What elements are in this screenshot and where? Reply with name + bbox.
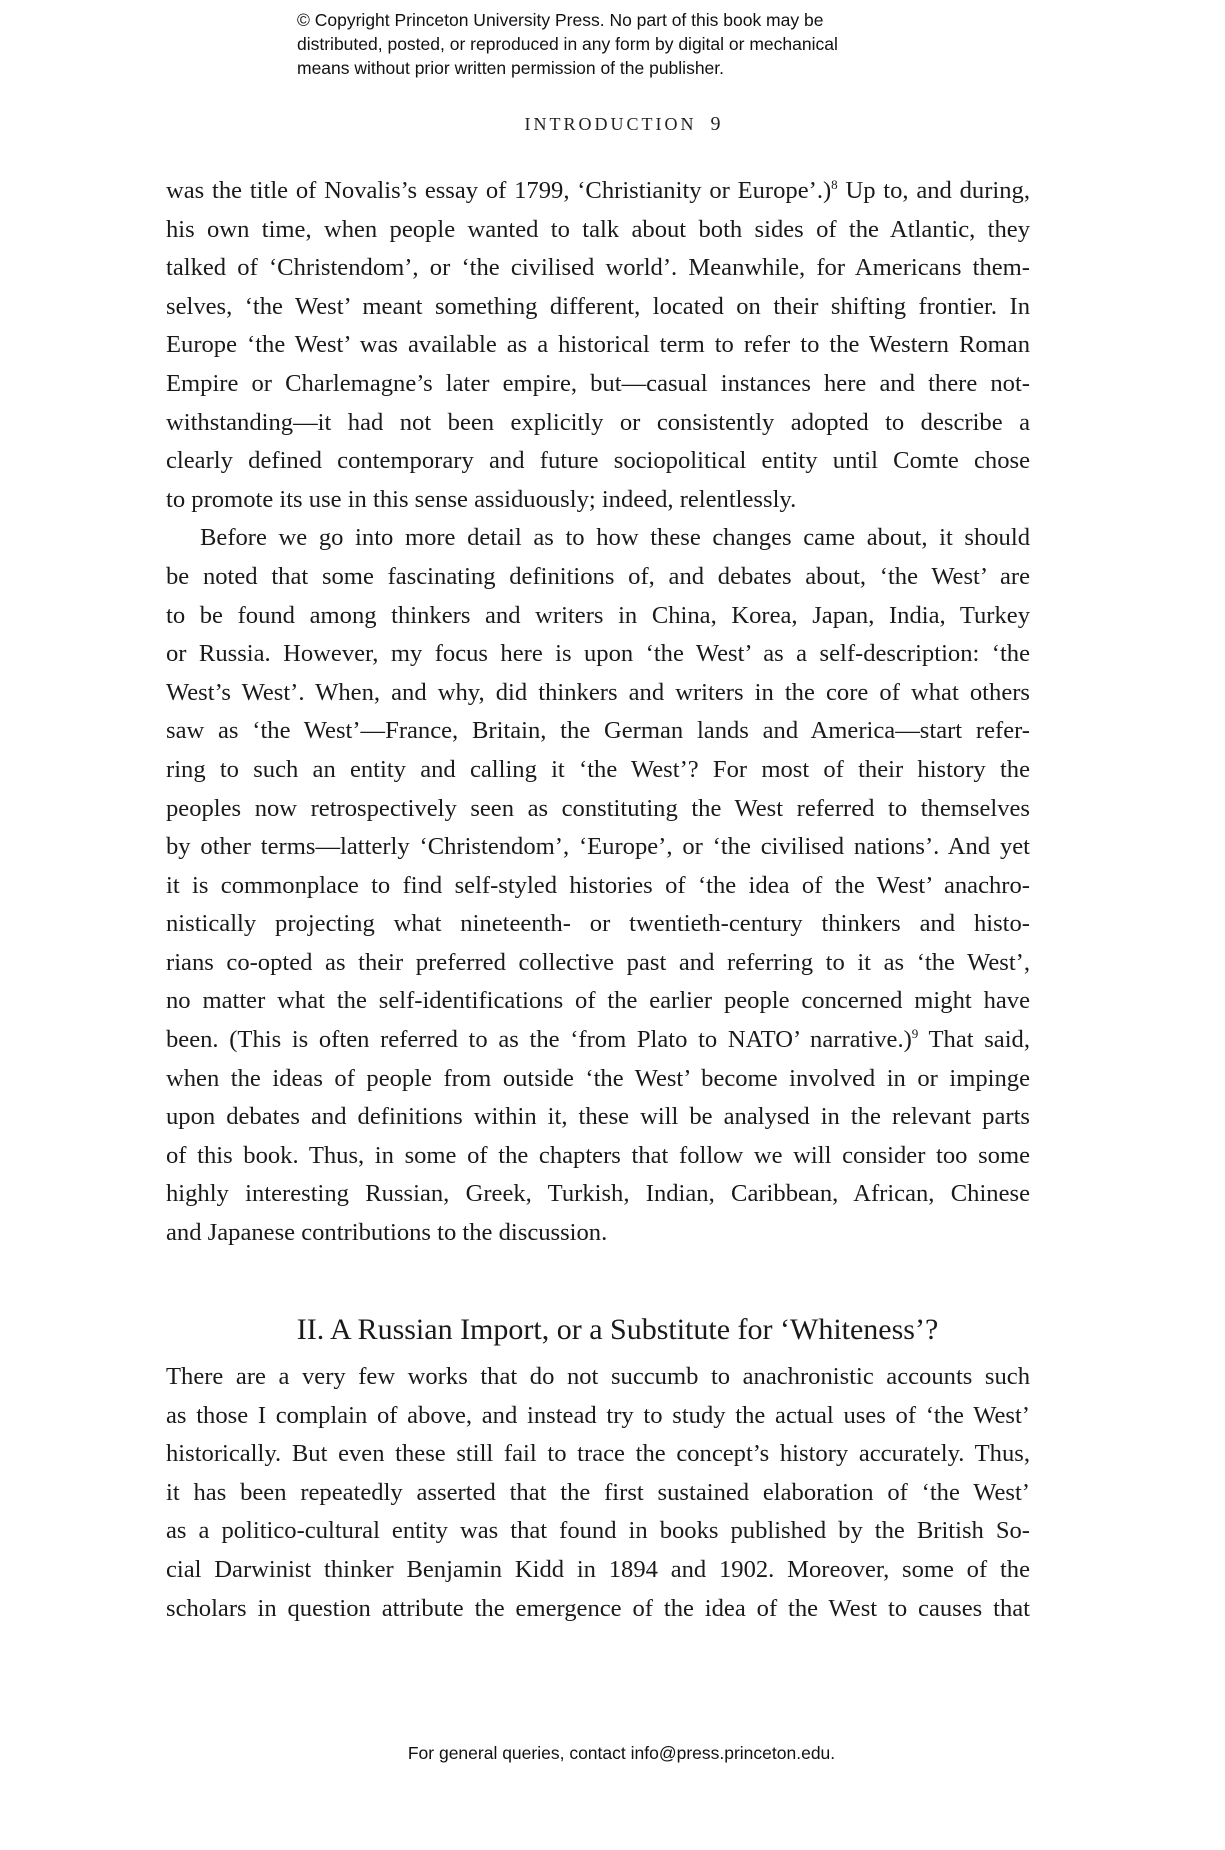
running-head-title: INTRODUCTION	[524, 114, 697, 134]
text-line: his own time, when people wanted to talk about both sides of the Atlantic, they	[166, 215, 1030, 243]
copyright-line: distributed, posted, or reproduced in any form by digital or mechanical	[297, 34, 838, 54]
text-line: highly interesting Russian, Greek, Turkish, Indian, Caribbean, African, Chinese	[166, 1180, 1030, 1208]
text-line: of this book. Thus, in some of the chapters that follow we will consider too some	[166, 1141, 1030, 1169]
footnote-ref[interactable]: 8	[831, 176, 838, 192]
text-line: was the title of Novalis’s essay of 1799, ‘Christianity or Europe’.)$^8$ Up to, and during,	[166, 176, 1030, 204]
text-line: Before we go into more detail as to how these changes came about, it should	[200, 524, 1030, 552]
text-line: There are a very few works that do not succumb to anachronistic accounts such	[166, 1363, 1030, 1390]
text-line: saw as ‘the West’—France, Britain, the German lands and America—start refer-	[166, 717, 1030, 745]
text-line: it is commonplace to find self-styled histories of ‘the idea of the West’ anachro-	[166, 871, 1030, 899]
copyright-line: © Copyright Princeton University Press. No part of this book may be	[297, 10, 824, 30]
text-line: ring to such an entity and calling it ‘the West’? For most of their history the	[166, 755, 1030, 783]
footnote-ref[interactable]: 9	[911, 1025, 919, 1041]
text-line: been. (This is often referred to as the ‘from Plato to NATO’ narrative.)$^9$ That said,	[166, 1025, 1031, 1054]
footer-contact: For general queries, contact info@press.princeton.edu.	[407, 1743, 836, 1763]
text-line: Empire or Charlemagne’s later empire, but—casual instances here and there not-	[166, 369, 1030, 397]
text-line: nistically projecting what nineteenth- or twentieth-century thinkers and histo-	[166, 910, 1030, 938]
text-line: or Russia. However, my focus here is upon ‘the West’ as a self-description: ‘the	[166, 640, 1030, 668]
running-head	[0, 113, 1225, 136]
text-line: clearly defined contemporary and future sociopolitical entity until Comte chose	[166, 447, 1030, 475]
section-heading: II. A Russian Import, or a Substitute for ‘Whiteness’?	[296, 1313, 939, 1346]
text-line: peoples now retrospectively seen as constituting the West referred to themselves	[166, 794, 1030, 822]
text-line: to promote its use in this sense assiduously; indeed, relentlessly.	[166, 485, 797, 513]
text-line: talked of ‘Christendom’, or ‘the civilised world’. Meanwhile, for Americans them-	[166, 254, 1030, 282]
text-line: no matter what the self-identifications of the earlier people concerned might have	[166, 987, 1030, 1015]
copyright-line: means without prior written permission of the publisher.	[297, 58, 725, 78]
text-line: by other terms—latterly ‘Christendom’, ‘Europe’, or ‘the civilised nations’. And yet	[166, 833, 1030, 861]
text-line: West’s West’. When, and why, did thinkers and writers in the core of what others	[166, 678, 1030, 706]
text-line: historically. But even these still fail to trace the concept’s history accurately. Thus,	[166, 1440, 1030, 1468]
text-line: and Japanese contributions to the discussion.	[166, 1219, 608, 1247]
text-line: scholars in question attribute the emergence of the idea of the West to causes that	[166, 1594, 1030, 1622]
text-line: rians co-opted as their preferred collective past and referring to it as ‘the West’,	[166, 948, 1030, 976]
copyright-notice	[297, 8, 937, 80]
text-line: as those I complain of above, and instead try to study the actual uses of ‘the West’	[166, 1401, 1030, 1429]
text-line: as a politico-cultural entity was that found in books published by the British So-	[166, 1517, 1030, 1545]
text-line: Europe ‘the West’ was available as a historical term to refer to the Western Roman	[166, 331, 1030, 359]
page-number: 9	[710, 113, 721, 135]
text-line: it has been repeatedly asserted that the first sustained elaboration of ‘the West’	[166, 1478, 1030, 1506]
text-line: selves, ‘the West’ meant something different, located on their shifting frontier. In	[166, 292, 1030, 320]
text-line: withstanding—it had not been explicitly or consistently adopted to describe a	[166, 408, 1030, 436]
body-text-upper	[166, 172, 1030, 1253]
text-line: when the ideas of people from outside ‘the West’ become involved in or impinge	[166, 1064, 1030, 1092]
body-text-lower	[166, 1358, 1030, 1628]
text-line: cial Darwinist thinker Benjamin Kidd in 1894 and 1902. Moreover, some of the	[166, 1555, 1030, 1583]
text-line: be noted that some fascinating definitions of, and debates about, ‘the West’ are	[166, 562, 1030, 590]
text-line: to be found among thinkers and writers in China, Korea, Japan, India, Turkey	[166, 601, 1030, 629]
text-line: upon debates and definitions within it, these will be analysed in the relevant parts	[166, 1103, 1030, 1131]
